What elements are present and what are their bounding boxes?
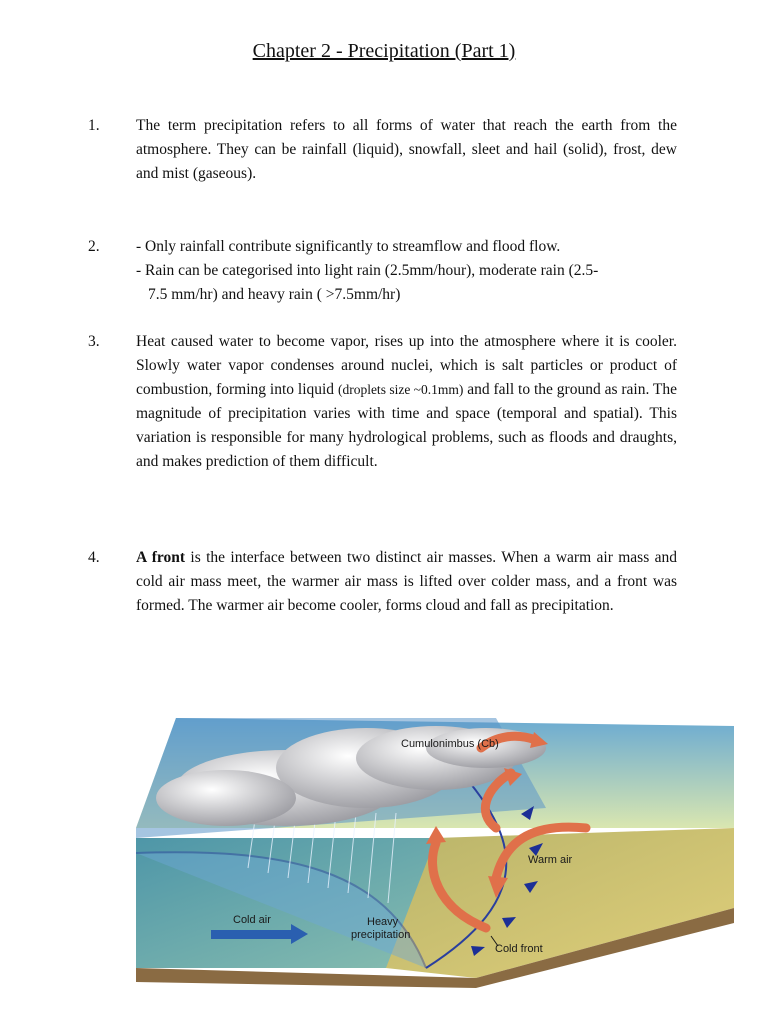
page-title: Chapter 2 - Precipitation (Part 1) [252, 40, 516, 62]
item-number: 2. [88, 238, 100, 255]
item-number: 4. [88, 549, 100, 566]
cold-front-label: Cold front [495, 943, 543, 955]
warm-air-label: Warm air [528, 854, 573, 866]
item-line: - Rain can be categorised into light rain (2.5mm/hour), moderate rain (2.5- [136, 262, 599, 279]
item-text: The term precipitation refers to all forms of water that reach the earth from the atmosphere. They can be rainfall (liquid), snowfall, sleet and hail (solid), frost, dew and mist (gaseous). [136, 117, 677, 182]
droplet-size-note: (droplets size ~0.1mm) [337, 382, 464, 397]
cumulonimbus-label: Cumulonimbus (Cb) [401, 738, 499, 750]
item-number: 1. [88, 117, 100, 134]
item-text-part: Heat caused water to become vapor, rises up into the atmosphere where it is cooler. Slowly water vapor condenses around nuclei, which is salt particles or product of combustion, forming into liquid [136, 333, 677, 398]
term-bold: A front [136, 549, 186, 566]
precipitation-label: precipitation [351, 929, 411, 941]
item-text-part: and fall to the ground as rain. The magnitude of precipitation varies with time and space (temporal and spatial). This variation is responsible for many hydrological problems, such as floods and draughts, and makes prediction of them difficult. [136, 381, 678, 470]
item-number: 3. [88, 333, 100, 350]
item-text [136, 330, 677, 474]
item-line: - Only rainfall contribute significantly to streamflow and flood flow. [136, 238, 561, 255]
item-text [136, 546, 677, 618]
cold-air-label: Cold air [233, 914, 271, 926]
item-text-part: is the interface between two distinct air masses. When a warm air mass and cold air mass meet, the warmer air mass is lifted over colder mass, and a front was formed. The warmer air become cooler, forms cloud and fall as precipitation. [136, 549, 677, 614]
item-line: 7.5 mm/hr) and heavy rain ( >7.5mm/hr) [148, 286, 401, 303]
cold-front-diagram [136, 718, 734, 988]
heavy-label: Heavy [367, 916, 399, 928]
